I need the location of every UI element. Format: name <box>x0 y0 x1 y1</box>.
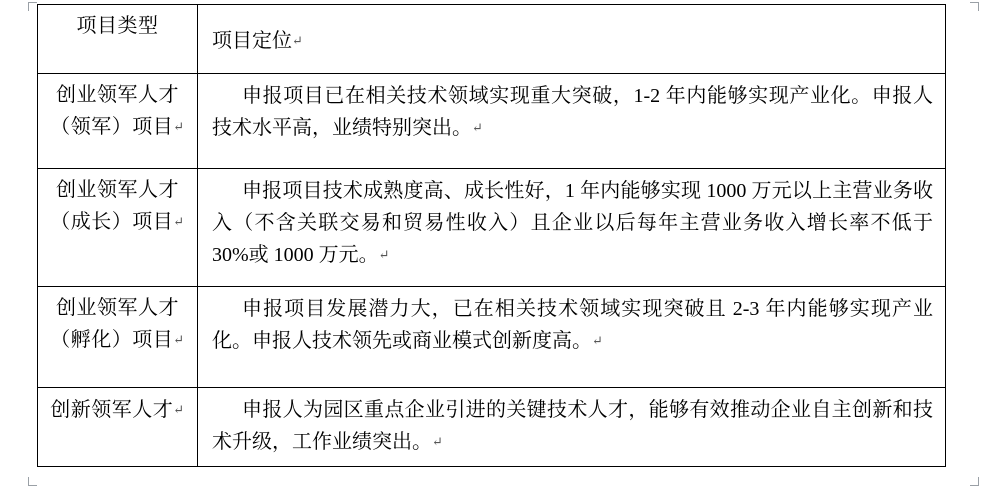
project-desc-text: 申报项目发展潜力大，已在相关技术领域实现突破且 2-3 年内能够实现产业化。申报人技术领先或商业模式创新度高。↵ <box>212 298 933 352</box>
table-cell-desc <box>198 388 946 467</box>
project-type-label: 创业领军人才（孵化）项目↵ <box>50 297 185 351</box>
table-cell-type <box>38 74 198 169</box>
paragraph-mark: ↵ <box>173 402 185 417</box>
table-row <box>38 388 946 467</box>
page-corner-mark-top-right <box>970 2 979 11</box>
table-cell-desc <box>198 74 946 169</box>
table-row <box>38 287 946 388</box>
paragraph-mark: ↵ <box>592 333 603 348</box>
table-cell-desc <box>198 287 946 388</box>
paragraph-mark: ↵ <box>292 33 303 48</box>
project-type-label: 创业领军人才（成长）项目↵ <box>50 179 185 233</box>
page-corner-mark-bottom-right <box>970 477 979 486</box>
table-header-label-desc: 项目定位↵ <box>212 30 303 52</box>
paragraph-mark: ↵ <box>472 120 483 135</box>
paragraph-mark: ↵ <box>173 119 185 134</box>
page-corner-mark-top-left <box>28 2 37 11</box>
project-desc-text: 申报人为园区重点企业引进的关键技术人才，能够有效推动企业自主创新和技术升级，工作业绩突出。↵ <box>212 399 933 453</box>
table-cell-type <box>38 287 198 388</box>
project-type-table <box>37 4 946 467</box>
table-header-row <box>38 5 946 74</box>
project-desc-text: 申报项目技术成熟度高、成长性好，1 年内能够实现 1000 万元以上主营业务收入（不含关联交易和贸易性收入）且企业以后每年主营业务收入增长率不低于 30%或 1000 万元。↵ <box>212 180 933 266</box>
table-header-cell-desc <box>198 5 946 74</box>
table-cell-type <box>38 388 198 467</box>
table-header-label-type: 项目类型 <box>76 15 159 37</box>
table-cell-type <box>38 169 198 287</box>
paragraph-mark: ↵ <box>432 434 443 449</box>
paragraph-mark: ↵ <box>378 247 390 262</box>
table-cell-desc <box>198 169 946 287</box>
table-header-cell-type <box>38 5 198 74</box>
page-corner-mark-bottom-left <box>28 477 37 486</box>
table-row <box>38 74 946 169</box>
project-type-label: 创业领军人才（领军）项目↵ <box>50 84 185 138</box>
project-type-label: 创新领军人才↵ <box>50 399 185 421</box>
project-desc-text: 申报项目已在相关技术领域实现重大突破，1-2 年内能够实现产业化。申报人技术水平高，业绩特别突出。↵ <box>212 85 933 139</box>
table-row <box>38 169 946 287</box>
paragraph-mark: ↵ <box>173 332 185 347</box>
paragraph-mark: ↵ <box>173 214 185 229</box>
